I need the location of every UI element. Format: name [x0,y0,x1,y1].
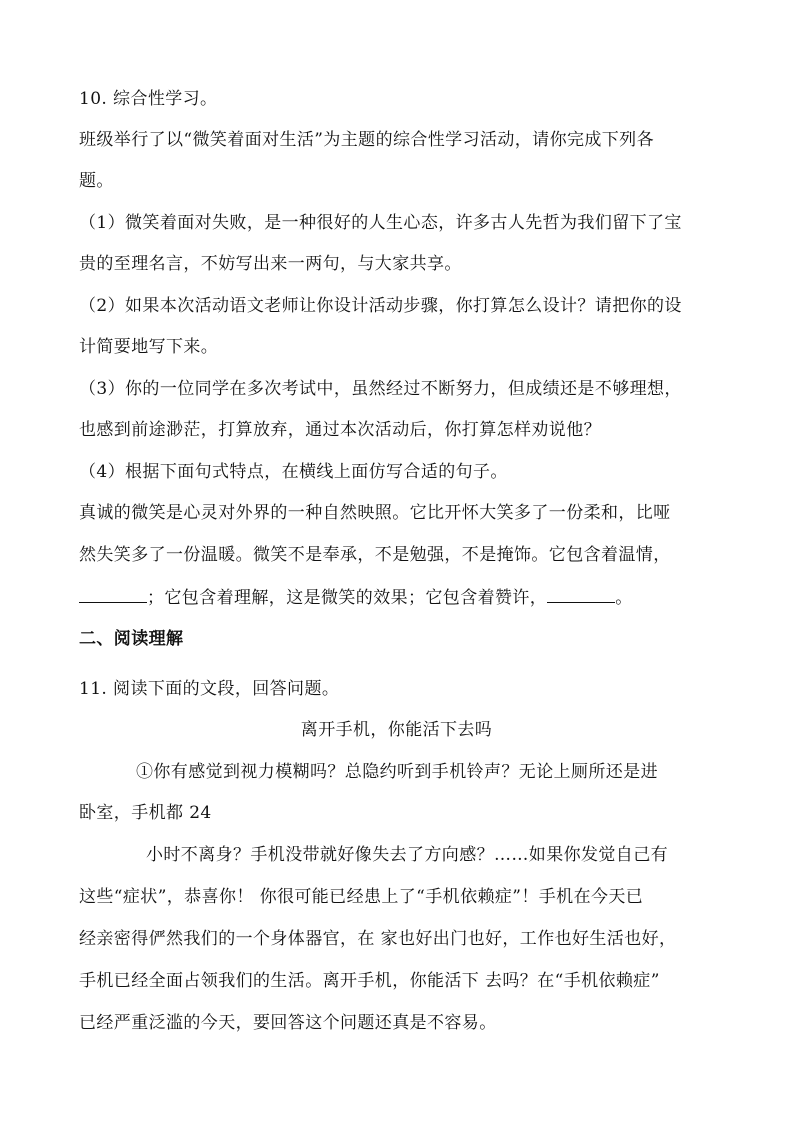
article-para1-line2: 卧室，手机都 24 [79,803,212,823]
q10-part2-line2: 计简要地写下来。 [79,337,219,357]
article-para1-line1: ①你有感觉到视力模糊吗？总隐约听到手机铃声？无论上厕所还是进 [136,762,658,782]
q10-part4-line2: 真诚的微笑是心灵对外界的一种自然映照。它比开怀大笑多了一份柔和，比哑 [79,503,671,523]
q10-part4-line4-mid: ；它包含着理解，这是微笑的效果；它包含着赞许， [147,588,548,608]
q10-part3-line1: （3）你的一位同学在多次考试中，虽然经过不断努力，但成绩还是不够理想， [79,379,682,399]
q10-part1-line2: 贵的至理名言，不妨写出来一两句，与大家共享。 [79,254,462,274]
q11-title: 11. 阅读下面的文段，回答问题。 [79,679,340,699]
q10-part4-line3: 然失笑多了一份温暖。微笑不是奉承，不是勉强，不是掩饰。它包含着温情， [79,545,671,565]
article-para2-line4: 手机已经全面占领我们的生活。离开手机，你能活下 去吗？在“手机依赖症” [79,971,660,991]
q10-part1-line1: （1）微笑着面对失败，是一种很好的人生心态，许多古人先哲为我们留下了宝 [79,213,682,233]
q10-part4-line4-end: 。 [615,588,633,608]
article-para2-line1: 小时不离身？手机没带就好像失去了方向感？……如果你发觉自己有 [146,845,668,865]
q10-part4-line4 [79,584,633,608]
article-para2-line5: 已经严重泛滥的今天，要回答这个问题还真是不容易。 [79,1013,497,1033]
section-heading-reading: 二、阅读理解 [79,629,184,649]
q10-intro-line2: 题。 [79,171,114,191]
article-title: 离开手机，你能活下去吗 [300,720,493,740]
article-para2-line2: 这些“症状”，恭喜你！ 你很可能已经患上了“手机依赖症”！手机在今天已 [79,887,644,907]
fill-blank-2[interactable] [547,584,615,603]
q10-part3-line2: 也感到前途渺茫，打算放弃，通过本次活动后，你打算怎样劝说他？ [79,420,601,440]
q10-title: 10. 综合性学习。 [79,89,218,109]
q10-intro-line1: 班级举行了以“微笑着面对生活”为主题的综合性学习活动，请你完成下列各 [79,130,654,150]
q10-part4-line1: （4）根据下面句式特点，在横线上面仿写合适的句子。 [79,462,508,482]
fill-blank-1[interactable] [79,584,147,603]
article-para2-line3: 经亲密得俨然我们的一个身体器官，在 家也好出门也好，工作也好生活也好， [79,929,677,949]
q10-part2-line1: （2）如果本次活动语文老师让你设计活动步骤，你打算怎么设计？请把你的设 [79,296,682,316]
